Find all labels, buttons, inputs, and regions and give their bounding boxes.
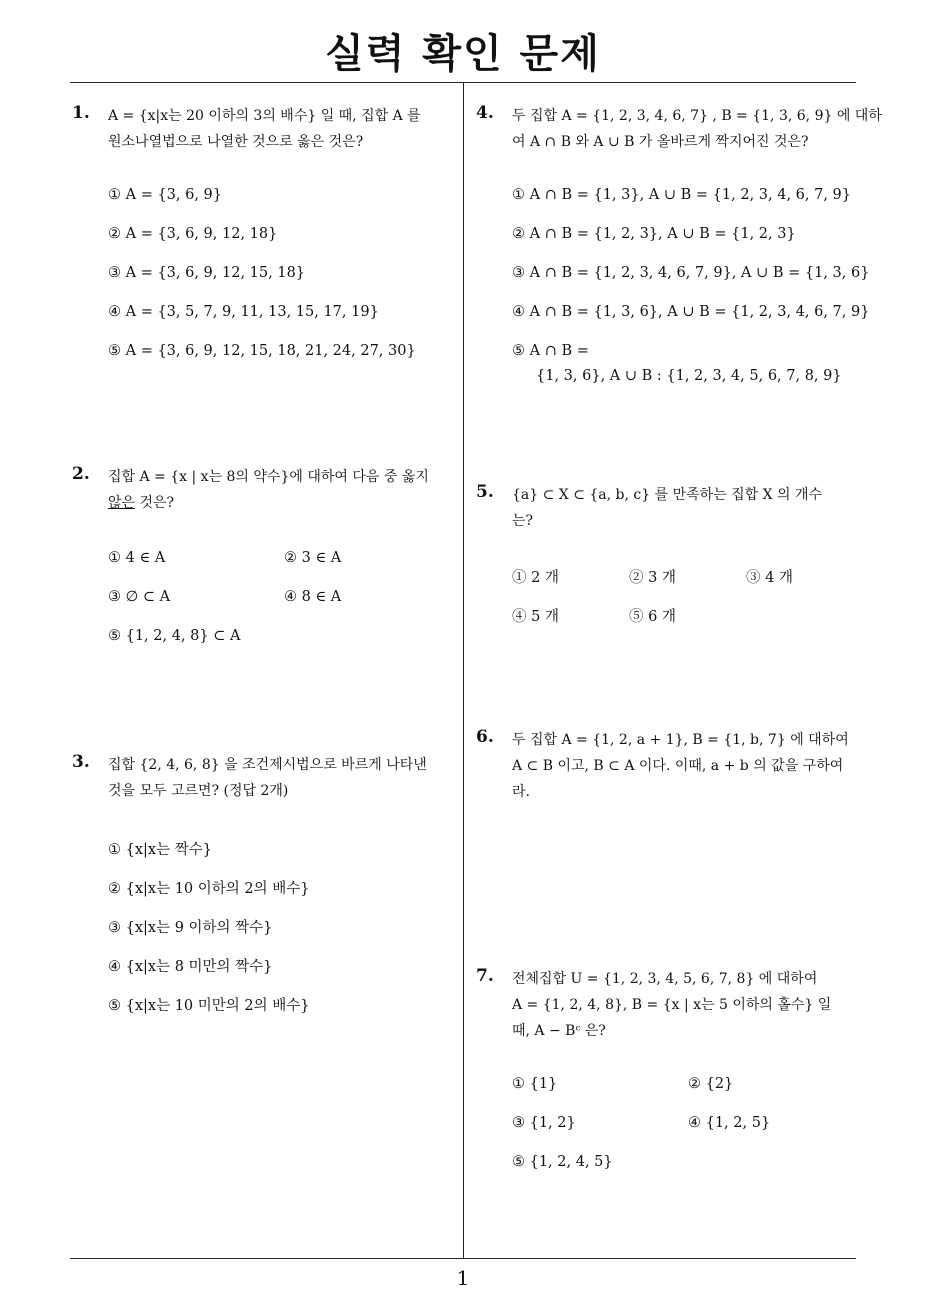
question-line xyxy=(108,490,429,516)
bottom-rule xyxy=(70,1258,856,1259)
question-number: 3. xyxy=(72,752,90,772)
choice-1[interactable]: ① {x|x는 짝수} xyxy=(108,842,212,858)
choice-4[interactable]: ④ 5 개 xyxy=(512,609,559,625)
choice-1[interactable]: ① 2 개 xyxy=(512,570,559,586)
question-line: 전체집합 U = {1, 2, 3, 4, 5, 6, 7, 8} 에 대하여 xyxy=(512,971,818,987)
question-line: 집합 A = {x | x는 8의 약수}에 대하여 다음 중 옳지 xyxy=(108,469,429,485)
question-text xyxy=(108,464,429,516)
question-number: 2. xyxy=(72,464,90,484)
question-line: 집합 {2, 4, 6, 8} 을 조건제시법으로 바르게 나타낸 xyxy=(108,757,427,773)
question-line: 때, A − Bᶜ 은? xyxy=(512,1023,606,1039)
question-number: 5. xyxy=(476,482,494,502)
question-line: A = {x|x는 20 이하의 3의 배수} 일 때, 집합 A 를 xyxy=(108,108,421,124)
choice-5[interactable]: ⑤ {x|x는 10 미만의 2의 배수} xyxy=(108,998,310,1014)
choice-3[interactable]: ③ ∅ ⊂ A xyxy=(108,589,171,605)
question-text xyxy=(512,103,882,155)
choice-5[interactable]: ⑤ A ∩ B = xyxy=(512,343,589,359)
column-divider xyxy=(463,83,464,1258)
page-number: 1 xyxy=(456,1266,470,1290)
page-title: 실력 확인 문제 xyxy=(325,31,601,77)
choice-5-continuation: {1, 3, 6}, A ∪ B : {1, 2, 3, 4, 5, 6, 7, 8, 9} xyxy=(536,368,842,384)
question-number: 1. xyxy=(72,103,90,123)
question-line: A = {1, 2, 4, 8}, B = {x | x는 5 이하의 홀수} 일 xyxy=(512,997,832,1013)
choice-3[interactable]: ③ A ∩ B = {1, 2, 3, 4, 6, 7, 9}, A ∪ B = {1, 3, 6} xyxy=(512,265,870,281)
choice-1[interactable]: ① A ∩ B = {1, 3}, A ∪ B = {1, 2, 3, 4, 6, 7, 9} xyxy=(512,187,852,203)
choice-4[interactable]: ④ {x|x는 8 미만의 짝수} xyxy=(108,959,273,975)
question-text xyxy=(512,482,822,534)
question-number: 4. xyxy=(476,103,494,123)
choice-2[interactable]: ② {2} xyxy=(688,1076,734,1092)
choice-4[interactable]: ④ 8 ∈ A xyxy=(284,589,342,605)
choice-2[interactable]: ② 3 ∈ A xyxy=(284,550,342,566)
question-number: 6. xyxy=(476,727,494,747)
question-line: A ⊂ B 이고, B ⊂ A 이다. 이때, a + b 의 값을 구하여 xyxy=(512,758,844,774)
choice-3[interactable]: ③ {x|x는 9 이하의 짝수} xyxy=(108,920,273,936)
question-text xyxy=(108,752,427,804)
question-line: {a} ⊂ X ⊂ {a, b, c} 를 만족하는 집합 X 의 개수 xyxy=(512,487,823,503)
question-line: 라. xyxy=(512,784,530,800)
choice-1[interactable]: ① 4 ∈ A xyxy=(108,550,166,566)
choice-5[interactable]: ⑤ 6 개 xyxy=(629,609,676,625)
choice-2[interactable]: ② A ∩ B = {1, 2, 3}, A ∪ B = {1, 2, 3} xyxy=(512,226,796,242)
question-line: 두 집합 A = {1, 2, 3, 4, 6, 7} , B = {1, 3, 6, 9} 에 대하 xyxy=(512,108,882,124)
choice-3[interactable]: ③ 4 개 xyxy=(746,570,793,586)
choice-4[interactable]: ④ {1, 2, 5} xyxy=(688,1115,771,1131)
choice-5[interactable]: ⑤ {1, 2, 4, 5} xyxy=(512,1154,613,1170)
choice-4[interactable]: ④ A ∩ B = {1, 3, 6}, A ∪ B = {1, 2, 3, 4, 6, 7, 9} xyxy=(512,304,870,320)
question-text xyxy=(108,103,421,155)
choice-1[interactable]: ① A = {3, 6, 9} xyxy=(108,187,223,203)
choice-3[interactable]: ③ {1, 2} xyxy=(512,1115,576,1131)
question-line: 두 집합 A = {1, 2, a + 1}, B = {1, b, 7} 에 대하여 xyxy=(512,732,849,748)
choice-2[interactable]: ② {x|x는 10 이하의 2의 배수} xyxy=(108,881,310,897)
question-line-rest: 것은? xyxy=(135,495,175,511)
underlined-word: 않은 xyxy=(108,495,136,511)
question-line: 원소나열법으로 나열한 것으로 옳은 것은? xyxy=(108,134,364,150)
choice-3[interactable]: ③ A = {3, 6, 9, 12, 15, 18} xyxy=(108,265,306,281)
choice-2[interactable]: ② A = {3, 6, 9, 12, 18} xyxy=(108,226,278,242)
question-text xyxy=(512,727,849,805)
choice-4[interactable]: ④ A = {3, 5, 7, 9, 11, 13, 15, 17, 19} xyxy=(108,304,379,320)
question-line: 것을 모두 고르면? (정답 2개) xyxy=(108,783,289,799)
question-number: 7. xyxy=(476,966,494,986)
choice-5[interactable]: ⑤ {1, 2, 4, 8} ⊂ A xyxy=(108,628,241,644)
question-text xyxy=(512,966,831,1044)
choice-5[interactable]: ⑤ A = {3, 6, 9, 12, 15, 18, 21, 24, 27, 30} xyxy=(108,343,416,359)
choice-1[interactable]: ① {1} xyxy=(512,1076,558,1092)
question-line: 여 A ∩ B 와 A ∪ B 가 올바르게 짝지어진 것은? xyxy=(512,134,809,150)
question-line: 는? xyxy=(512,513,534,529)
choice-2[interactable]: ② 3 개 xyxy=(629,570,676,586)
